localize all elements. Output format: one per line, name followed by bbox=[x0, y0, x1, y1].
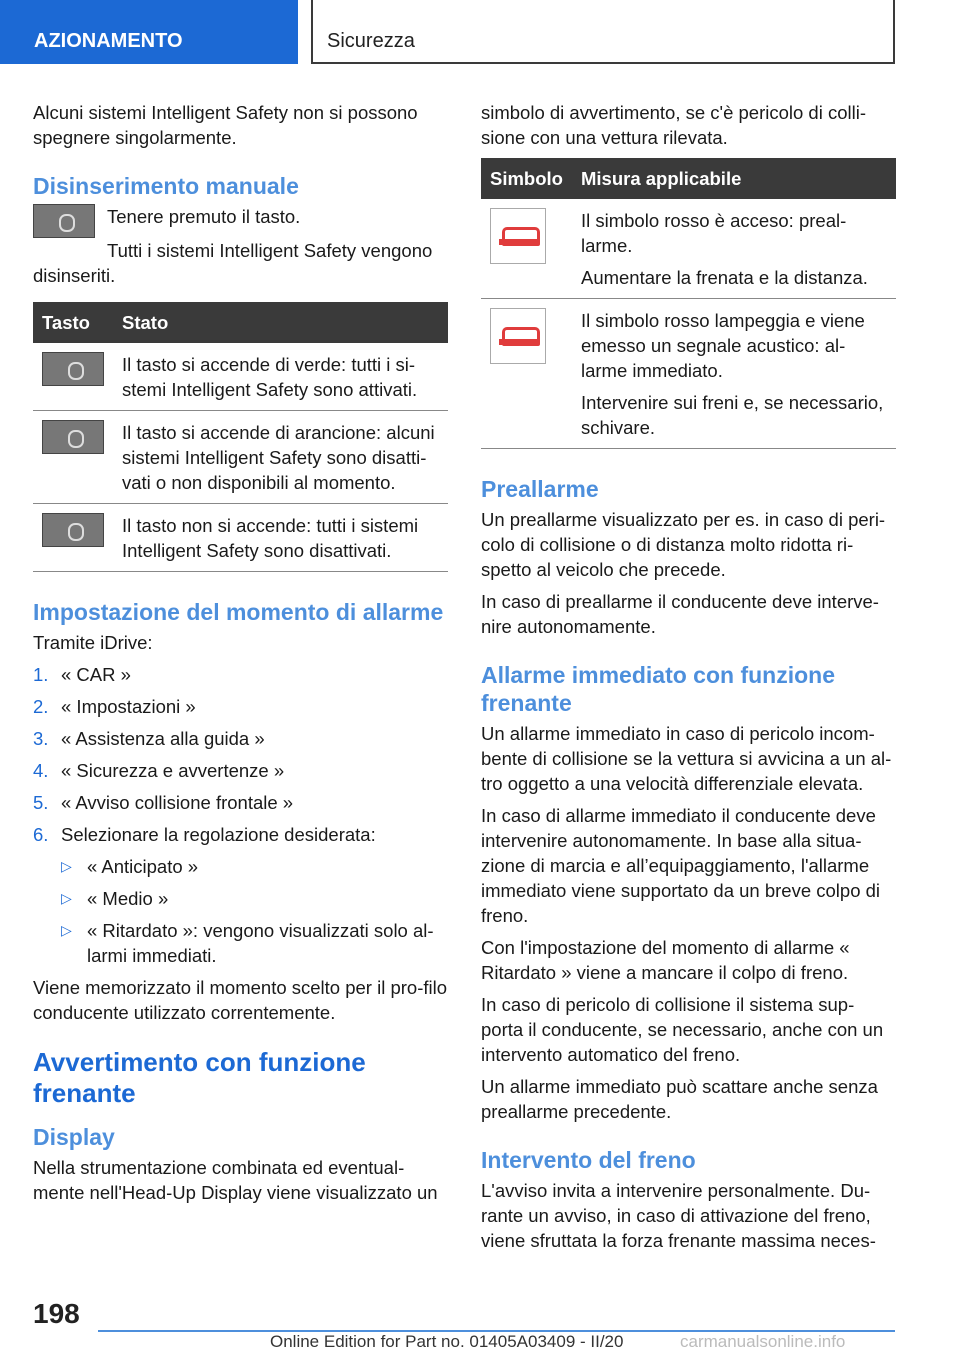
list-item: ▷ « Anticipato » bbox=[61, 856, 199, 877]
list-item: 6. Selezionare la regolazione desiderata: bbox=[33, 824, 376, 845]
triangle-bullet-icon: ▷ bbox=[61, 890, 72, 906]
list-item: 5. « Avviso collisione frontale » bbox=[33, 792, 294, 813]
immediate-text: In caso di allarme immediato il conducente deve intervenire autonomamente. In base alla situa-zione di marcia e all’equipaggiamento, l'allarme immediato viene supportato da un breve colpo di freno. bbox=[481, 805, 881, 926]
list-item: 2. « Impostazioni » bbox=[33, 696, 196, 717]
table-row bbox=[33, 504, 448, 572]
table-row bbox=[33, 411, 448, 504]
idrive-text: Tramite iDrive: bbox=[33, 632, 153, 653]
measure-text: Aumentare la frenata e la distanza. bbox=[580, 267, 868, 288]
list-item: ▷ « Ritardato »: vengono visualizzati solo al-larmi immediati. bbox=[61, 920, 434, 966]
options-list bbox=[61, 854, 448, 968]
safety-button-icon bbox=[42, 352, 104, 386]
immediate-text: Con l'impostazione del momento di allarme « Ritardato » viene a mancare il colpo di freno. bbox=[481, 937, 850, 983]
chapter-title: Sicurezza bbox=[311, 0, 895, 64]
button-status-table bbox=[33, 302, 448, 572]
section-tab: AZIONAMENTO bbox=[0, 0, 298, 64]
manual-instruction bbox=[33, 204, 448, 238]
triangle-bullet-icon: ▷ bbox=[61, 858, 72, 874]
safety-button-icon bbox=[42, 420, 104, 454]
measure-text: Intervenire sui freni e, se necessario, schivare. bbox=[580, 392, 884, 438]
page-number: 198 bbox=[33, 1298, 80, 1329]
status-text: Il tasto si accende di arancione: alcuni sistemi Intelligent Safety sono disatti-vati o non disponibili al momento. bbox=[113, 411, 448, 504]
table-header-measure: Misura applicabile bbox=[572, 158, 896, 199]
list-item: ▷ « Medio » bbox=[61, 888, 169, 909]
table-header-status: Stato bbox=[113, 302, 448, 343]
safety-button-icon bbox=[42, 513, 104, 547]
heading-manual: Disinserimento manuale bbox=[33, 173, 299, 199]
table-row bbox=[481, 199, 896, 299]
triangle-bullet-icon: ▷ bbox=[61, 922, 72, 938]
left-column bbox=[33, 100, 448, 1212]
steps-list bbox=[33, 662, 448, 847]
heading-display: Display bbox=[33, 1124, 115, 1150]
prealarm-text: In caso di preallarme il conducente deve interve-nire autonomamente. bbox=[481, 591, 879, 637]
immediate-text: In caso di pericolo di collisione il sistema sup-porta il conducente, se necessario, anche con un intervento automatico del freno. bbox=[481, 994, 884, 1065]
display-text: Nella strumentazione combinata ed eventual-mente nell'Head-Up Display viene visualizzato un bbox=[33, 1157, 438, 1203]
car-warning-icon bbox=[490, 208, 546, 264]
heading-warning: Avvertimento con funzione frenante bbox=[33, 1047, 366, 1108]
continued-text: simbolo di avvertimento, se c'è pericolo di colli-sione con una vettura rilevata. bbox=[481, 102, 866, 148]
safety-button-icon bbox=[33, 204, 95, 238]
edition-text: Online Edition for Part no. 01405A03409 - II/20 bbox=[270, 1332, 624, 1351]
table-header-button: Tasto bbox=[33, 302, 113, 343]
prealarm-text: Un preallarme visualizzato per es. in caso di peri-colo di collisione o di distanza molto ridotta ri-spetto al veicolo che precede. bbox=[481, 509, 886, 580]
status-text: Il tasto si accende di verde: tutti i si-stemi Intelligent Safety sono attivati. bbox=[113, 343, 448, 411]
manual-line1: Tenere premuto il tasto. bbox=[107, 206, 301, 227]
list-item: 4. « Sicurezza e avvertenze » bbox=[33, 760, 285, 781]
measure-text: Il simbolo rosso è acceso: preal-larme. bbox=[580, 210, 847, 256]
symbol-table bbox=[481, 158, 896, 449]
stored-text: Viene memorizzato il momento scelto per il pro-filo conducente utilizzato correntemente. bbox=[33, 977, 448, 1023]
heading-immediate: Allarme immediato con funzione frenante bbox=[481, 662, 835, 716]
table-header-symbol: Simbolo bbox=[481, 158, 572, 199]
list-item: 3. « Assistenza alla guida » bbox=[33, 728, 265, 749]
intro-text: Alcuni sistemi Intelligent Safety non si possono spegnere singolarmente. bbox=[33, 102, 418, 148]
right-column bbox=[481, 100, 896, 1260]
heading-setting: Impostazione del momento di allarme bbox=[33, 599, 444, 625]
list-item: 1. « CAR » bbox=[33, 664, 131, 685]
table-row bbox=[33, 343, 448, 411]
car-warning-icon bbox=[490, 308, 546, 364]
heading-brake: Intervento del freno bbox=[481, 1147, 696, 1173]
measure-text: Il simbolo rosso lampeggia e viene emesso un segnale acustico: al-larme immediato. bbox=[580, 310, 865, 381]
manual-line2: Tutti i sistemi Intelligent Safety vengono disinseriti. bbox=[33, 240, 433, 286]
immediate-text: Un allarme immediato in caso di pericolo incom-bente di collisione se la vettura si avvicina a un al-tro oggetto a una velocità differenziale elevata. bbox=[481, 723, 892, 794]
table-row bbox=[481, 299, 896, 449]
immediate-text: Un allarme immediato può scattare anche senza preallarme precedente. bbox=[481, 1076, 878, 1122]
heading-prealarm: Preallarme bbox=[481, 476, 599, 502]
brake-text: L'avviso invita a intervenire personalmente. Du-rante un avviso, in caso di attivazione del freno, viene sfruttata la forza frenante massima neces- bbox=[481, 1180, 876, 1251]
watermark: carmanualsonline.info bbox=[680, 1332, 846, 1351]
status-text: Il tasto non si accende: tutti i sistemi Intelligent Safety sono disattivati. bbox=[113, 504, 448, 572]
